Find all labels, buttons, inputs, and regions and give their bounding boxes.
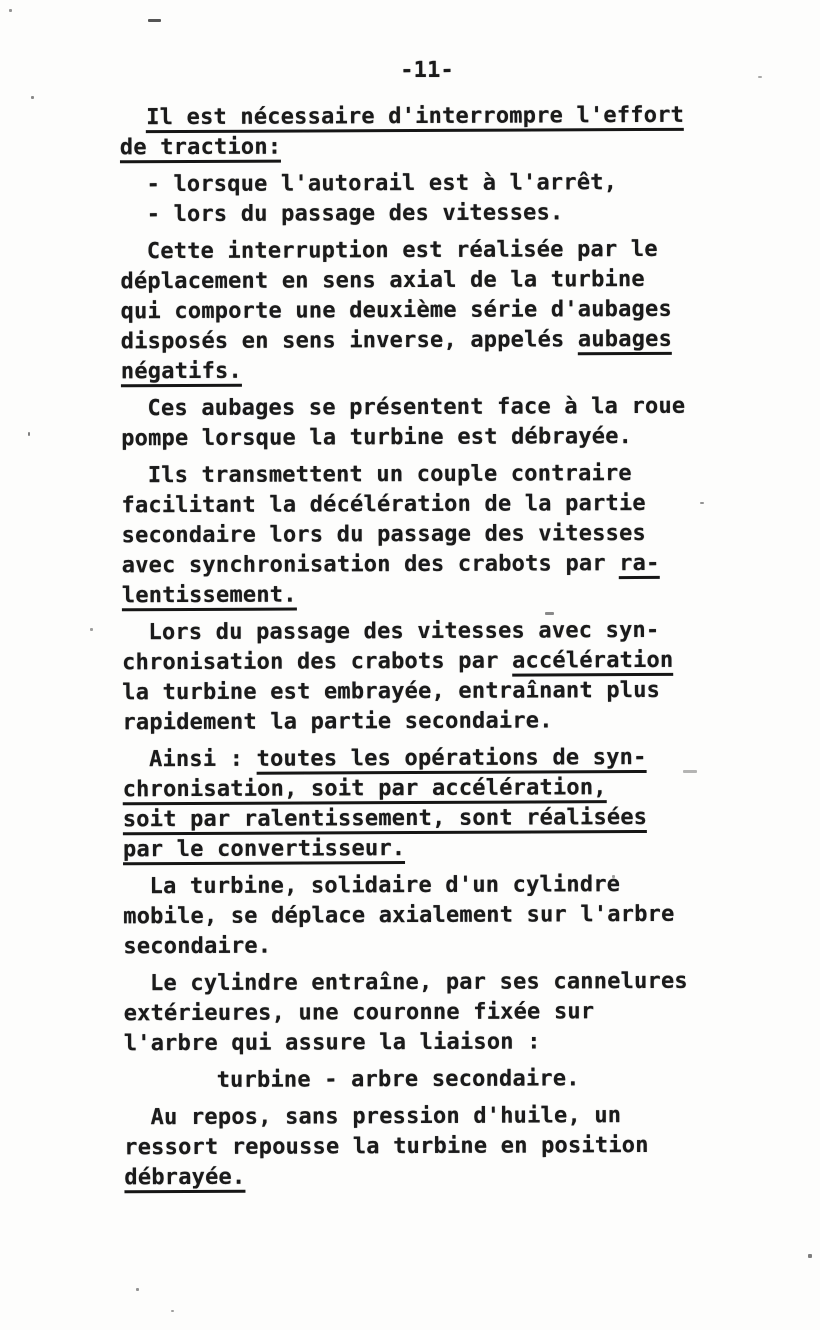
text-run: Au repos, sans pression d'huile, un bbox=[150, 1103, 622, 1131]
text-line bbox=[122, 549, 707, 582]
paragraph bbox=[123, 743, 709, 866]
text-line bbox=[120, 168, 705, 201]
paragraph bbox=[123, 870, 708, 963]
text-column bbox=[120, 55, 710, 1201]
paragraph bbox=[120, 235, 706, 388]
text-line bbox=[121, 392, 706, 425]
text-line bbox=[124, 997, 709, 1030]
text-line bbox=[124, 1131, 709, 1164]
text-run: facilitant la décélération de la partie bbox=[121, 490, 646, 519]
text-run: Ils transmettent un couple contraire bbox=[147, 461, 632, 489]
text-line bbox=[124, 1161, 709, 1194]
text-run: déplacement en sens axial de la turbine bbox=[120, 266, 645, 295]
underlined-text-run: soit par ralentissement, sont réalisées bbox=[123, 805, 647, 835]
paragraph bbox=[122, 616, 708, 739]
text-line bbox=[122, 579, 707, 612]
paragraph bbox=[121, 392, 706, 455]
text-run: Cette interruption est réalisée par le bbox=[146, 236, 658, 265]
text-run: ressort repousse la turbine en position bbox=[124, 1132, 649, 1161]
text-run: - lorsque l'autorail est à l'arrêt, bbox=[146, 170, 618, 198]
underlined-text-run: débrayée. bbox=[124, 1165, 245, 1194]
text-line bbox=[121, 325, 706, 358]
text-line bbox=[121, 459, 706, 492]
paragraph bbox=[120, 168, 705, 231]
text-run: pompe lorsque la turbine est débrayée. bbox=[121, 424, 633, 452]
text-line bbox=[123, 870, 708, 903]
text-run: la turbine est embrayée, entraînant plus bbox=[122, 677, 661, 706]
text-line bbox=[122, 676, 707, 709]
underlined-text-run: chronisation, soit par accélération, bbox=[123, 775, 607, 805]
text-line bbox=[121, 355, 706, 388]
text-run: mobile, se déplace axialement sur l'arbre bbox=[123, 901, 675, 930]
text-line bbox=[121, 295, 706, 328]
text-run: disposés en sens inverse, appelés bbox=[120, 327, 578, 355]
text-run: Ces aubages se présentent face à la roue bbox=[147, 393, 686, 422]
text-line bbox=[120, 131, 705, 164]
text-line bbox=[120, 265, 705, 298]
page-number: -11- bbox=[400, 57, 455, 84]
text-line bbox=[123, 803, 708, 836]
text-line bbox=[123, 773, 708, 806]
text-run: rapidement la partie secondaire. bbox=[122, 708, 553, 736]
text-run: - lors du passage des vitesses. bbox=[146, 200, 564, 228]
paragraph bbox=[124, 1101, 709, 1194]
underlined-text-run: ra- bbox=[619, 551, 659, 579]
paragraph bbox=[120, 101, 705, 164]
text-line bbox=[121, 489, 706, 522]
text-run: qui comporte une deuxième série d'aubages bbox=[120, 296, 672, 325]
scan-speck bbox=[90, 628, 93, 631]
scan-speck bbox=[808, 1254, 812, 1258]
text-run: secondaire. bbox=[123, 933, 272, 960]
scan-speck bbox=[136, 1288, 139, 1291]
text-line bbox=[123, 930, 708, 963]
text-line bbox=[123, 833, 708, 866]
paragraph bbox=[121, 459, 707, 612]
text-run: extérieures, une couronne fixée sur bbox=[123, 999, 595, 1027]
text-line bbox=[122, 519, 707, 552]
text-run: avec synchronisation des crabots par bbox=[121, 551, 620, 579]
text-line bbox=[120, 235, 705, 268]
text-run: La turbine, solidaire d'un cylindre bbox=[149, 872, 621, 900]
text-line bbox=[124, 1101, 709, 1134]
scan-speck bbox=[31, 96, 34, 99]
underlined-text-run: lentissement. bbox=[122, 583, 297, 612]
text-run: Ainsi : bbox=[149, 746, 257, 773]
text-line bbox=[122, 706, 707, 739]
underlined-text-run: par le convertisseur. bbox=[123, 836, 405, 865]
underlined-text-run: de traction: bbox=[120, 135, 281, 164]
text-block-container bbox=[120, 101, 710, 1194]
underlined-text-run: accélération bbox=[512, 648, 673, 677]
underlined-text-run: toutes les opérations de syn- bbox=[257, 745, 647, 775]
scan-speck bbox=[9, 9, 12, 12]
text-run: secondaire lors du passage des vitesses bbox=[121, 520, 647, 549]
scan-speck bbox=[171, 1310, 174, 1312]
paragraph bbox=[124, 1064, 709, 1097]
text-line bbox=[123, 743, 708, 776]
text-run: turbine - arbre secondaire. bbox=[216, 1066, 580, 1093]
text-line bbox=[122, 646, 707, 679]
text-line bbox=[120, 101, 705, 134]
text-run: Le cylindre entraîne, par ses cannelures bbox=[149, 968, 688, 997]
text-line bbox=[124, 1027, 709, 1060]
underlined-text-run: Il est nécessaire d'interrompre l'effort bbox=[146, 103, 684, 133]
text-line bbox=[123, 967, 708, 1000]
text-line bbox=[121, 422, 706, 455]
scan-speck bbox=[758, 76, 762, 78]
underlined-text-run: négatifs. bbox=[121, 359, 242, 388]
text-run: l'arbre qui assure la liaison : bbox=[123, 1029, 541, 1057]
scan-speck bbox=[148, 19, 161, 22]
text-line bbox=[122, 616, 707, 649]
paragraph bbox=[123, 967, 708, 1060]
scan-speck bbox=[28, 432, 30, 436]
text-run: Lors du passage des vitesses avec syn- bbox=[148, 617, 660, 646]
text-line bbox=[120, 198, 705, 231]
text-line bbox=[124, 1064, 709, 1097]
text-run: chronisation des crabots par bbox=[122, 648, 513, 676]
underlined-text-run: aubages bbox=[578, 327, 672, 355]
text-line bbox=[123, 900, 708, 933]
